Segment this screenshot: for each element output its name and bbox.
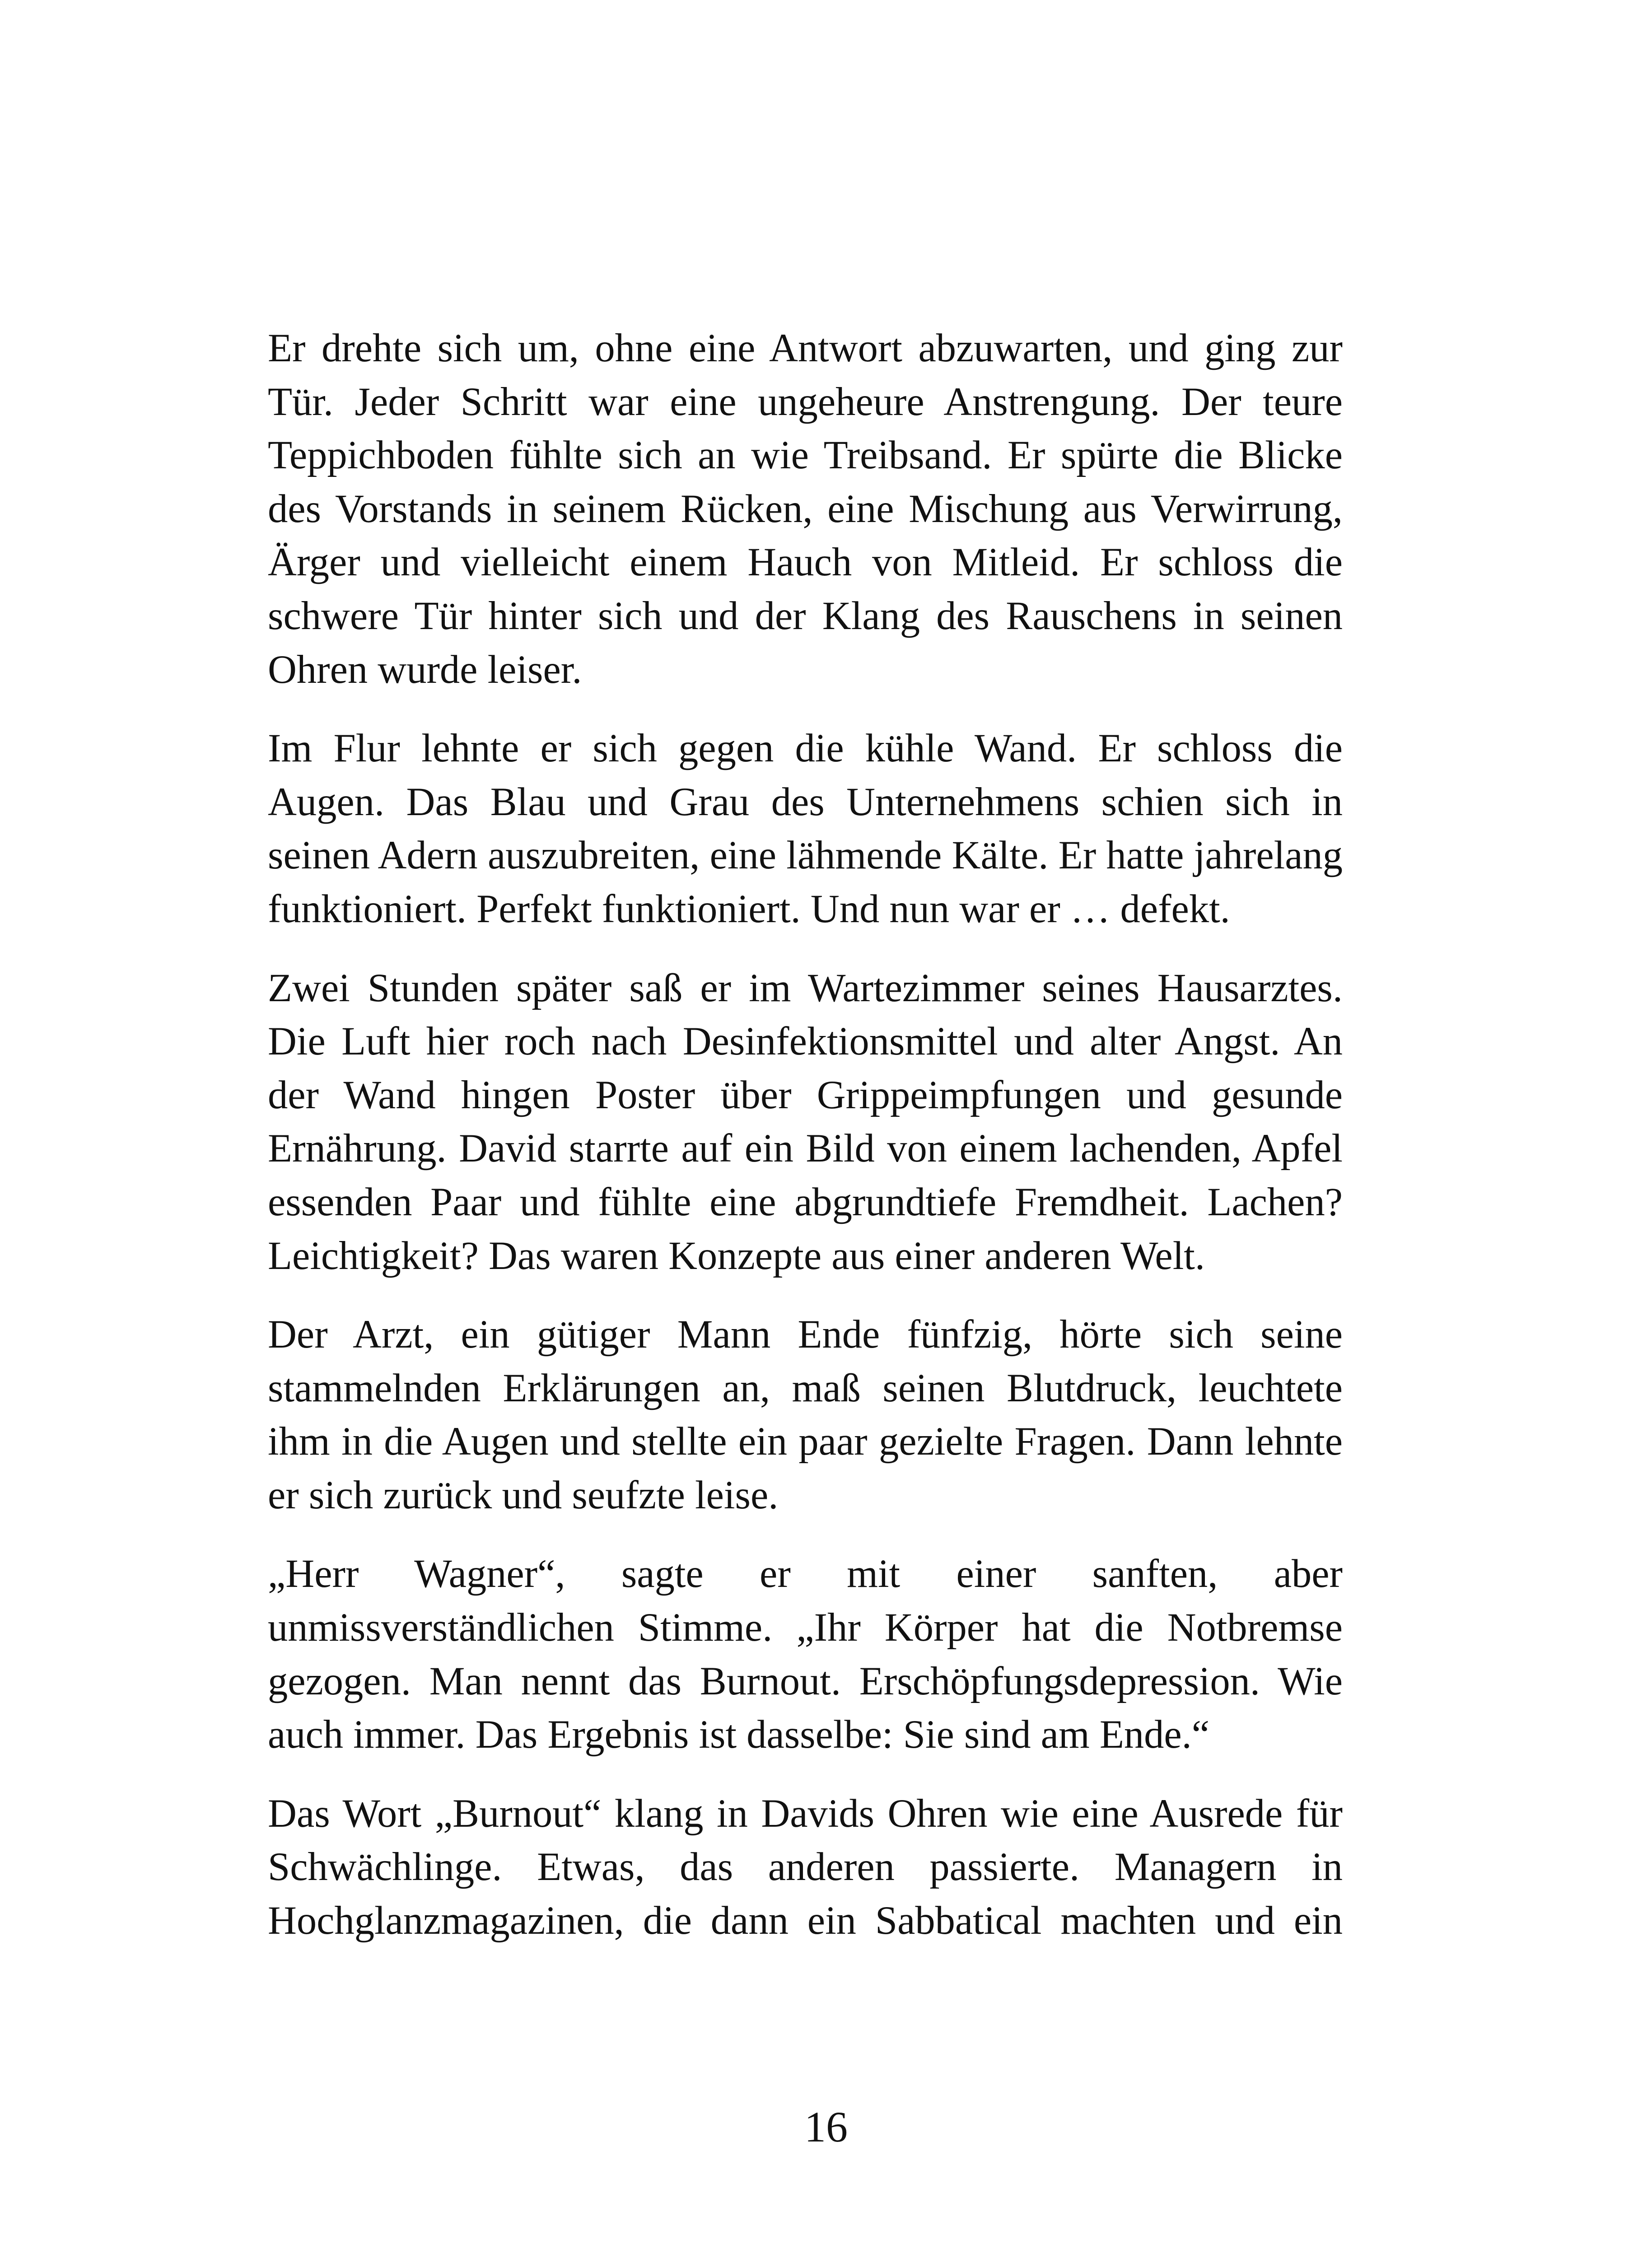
paragraph: Der Arzt, ein gütiger Mann Ende fünfzig, hörte sich seine stammelnden Erklärungen an, maß seinen Blutdruck, leuchtete ihm in die Augen und stellte ein paar gezielte Fragen. Dann lehnte er sich zurück und seufzte leise. xyxy=(268,1312,1343,1517)
paragraph: „Herr Wagner“, sagte er mit einer sanften, aber unmissverständlichen Stimme. „Ihr Körper hat die Notbremse gezogen. Man nennt das Burnout. Erschöpfungsdepression. Wie auch immer. Das Ergebnis ist dasselbe: Sie sind am Ende.“ xyxy=(268,1552,1343,1757)
paragraph: Im Flur lehnte er sich gegen die kühle Wand. Er schloss die Augen. Das Blau und Grau des Unternehmens schien sich in seinen Adern auszubreiten, eine lähmende Kälte. Er hatte jahrelang funktioniert. Perfekt funktioniert. Und nun war er … defekt. xyxy=(268,726,1343,931)
paragraph: Zwei Stunden später saß er im Wartezimmer seines Hausarztes. Die Luft hier roch nach Desinfektionsmittel und alter Angst. An der Wand hingen Poster über Grippeimpfungen und gesunde Ernährung. David starrte auf ein Bild von einem lachenden, Apfel essenden Paar und fühlte eine abgrundtiefe Fremdheit. Lachen? Leichtigkeit? Das waren Konzepte aus einer anderen Welt. xyxy=(268,966,1343,1278)
paragraph: Das Wort „Burnout“ klang in Davids Ohren wie eine Ausrede für Schwächlinge. Etwas, das anderen passierte. Managern in Hochglanzmagazinen, die dann ein Sabbatical machten und ein xyxy=(268,1791,1343,1943)
page-number: 16 xyxy=(804,2103,848,2151)
paragraph: Er drehte sich um, ohne eine Antwort abzuwarten, und ging zur Tür. Jeder Schritt war eine ungeheure Anstrengung. Der teure Teppichboden fühlte sich an wie Treibsand. Er spürte die Blicke des Vorstands in seinem Rücken, eine Mischung aus Verwirrung, Ärger und vielleicht einem Hauch von Mitleid. Er schloss die schwere Tür hinter sich und der Klang des Rauschens in seinen Ohren wurde leiser. xyxy=(268,326,1343,692)
body-text xyxy=(268,322,1343,1973)
